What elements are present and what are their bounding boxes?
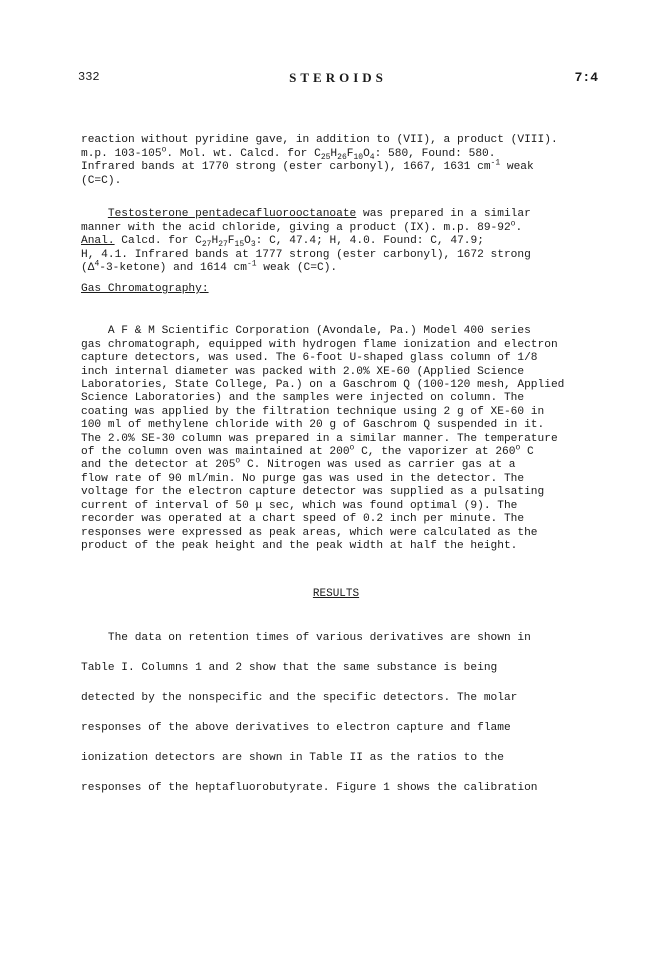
text-line: Laboratories, State College, Pa.) on a Gaschrom Q (100-120 mesh, Applied — [81, 379, 565, 392]
text-line: coating was applied by the filtration technique using 2 g of XE-60 in — [81, 405, 545, 418]
text-line: A F & M Scientific Corporation (Avondale, Pa.) Model 400 series — [81, 325, 531, 338]
text-line: m.p. 103-105$^o$. Mol. wt. Calcd. for $C_{25}H_{26}F_{10}O_4$: 580, Found: 580. — [81, 145, 496, 163]
results-line: detected by the nonspecific and the specific detectors. The molar — [81, 692, 518, 704]
results-line: responses of the heptafluorobutyrate. Figure 1 shows the calibration — [81, 782, 538, 794]
paragraph-gas-chromatography — [81, 312, 601, 567]
text-line: (C=C). — [81, 174, 122, 187]
issue-number: 7:4 — [574, 70, 598, 85]
text-line: Infrared bands at 1770 strong (ester carbonyl), 1667, 1631 $cm^{-1}$ weak — [81, 158, 534, 174]
text-line: 100 ml of methylene chloride with 20 g of Gaschrom Q suspended in it. — [81, 419, 545, 432]
text-line: H, 4.1. Infrared bands at 1777 strong (ester carbonyl), 1672 strong — [81, 248, 531, 261]
text-line: voltage for the electron capture detector was supplied as a pulsating — [81, 486, 545, 499]
text-line: and the detector at 205$^o$ C. Nitrogen was used as carrier gas at a — [81, 456, 516, 472]
text-line: responses were expressed as peak areas, which were calculated as the — [81, 526, 538, 539]
text-line: recorder was operated at a chart speed of 0.2 inch per minute. The — [81, 513, 525, 526]
text-line: flow rate of 90 ml/min. No purge gas was used in the detector. The — [81, 472, 525, 485]
section-heading-gas-chromatography: Gas Chromatography: — [81, 283, 209, 295]
results-line: Table I. Columns 1 and 2 show that the same substance is being — [81, 662, 498, 674]
text-line: product of the peak height and the peak width at half the height. — [81, 539, 518, 552]
paragraph-product-viii — [81, 121, 601, 201]
results-line: ionization detectors are shown in Table II as the ratios to the — [81, 752, 504, 764]
text-line: inch internal diameter was packed with 2.0% XE-60 (Applied Science — [81, 365, 525, 378]
journal-title: STEROIDS — [289, 70, 387, 85]
results-line: responses of the above derivatives to electron capture and flame — [81, 722, 511, 734]
text-line: manner with the acid chloride, giving a product (IX). m.p. 89-92$^o$. — [81, 219, 523, 234]
text-line: Anal. Calcd. for $C_{27}H_{27}F_{15}O_3$: C, 47.4; H, 4.0. Found: C, 47.9; — [81, 235, 484, 250]
text-line: $(\Delta^4-3-ketone)$ and 1614 $cm^{-1}$ weak (C=C). — [81, 259, 338, 275]
text-line: Science Laboratories) and the samples were injected on column. The — [81, 392, 525, 405]
page-header — [78, 70, 598, 90]
text-line: reaction without pyridine gave, in addition to (VII), a product (VIII). — [81, 134, 558, 147]
text-line: of the column oven was maintained at 200$^o$ C, the vaporizer at 260$^o$ C — [81, 443, 534, 459]
paragraph-testosterone-pentadecafluorooctanoate — [81, 195, 601, 289]
text-line: The 2.0% SE-30 column was prepared in a similar manner. The temperature — [81, 432, 558, 445]
text-line: current of interval of 50 μ sec, which was found optimal (9). The — [81, 499, 518, 512]
text-line: gas chromatograph, equipped with hydrogen flame ionization and electron — [81, 338, 558, 351]
text-line: capture detectors, was used. The 6-foot U-shaped glass column of 1/8 — [81, 352, 538, 365]
section-heading-results: RESULTS — [312, 588, 360, 600]
text-line: Testosterone pentadecafluorooctanoate was prepared in a similar — [107, 208, 531, 221]
page-number: 332 — [78, 70, 100, 84]
results-line: The data on retention times of various derivatives are shown in — [81, 632, 531, 644]
